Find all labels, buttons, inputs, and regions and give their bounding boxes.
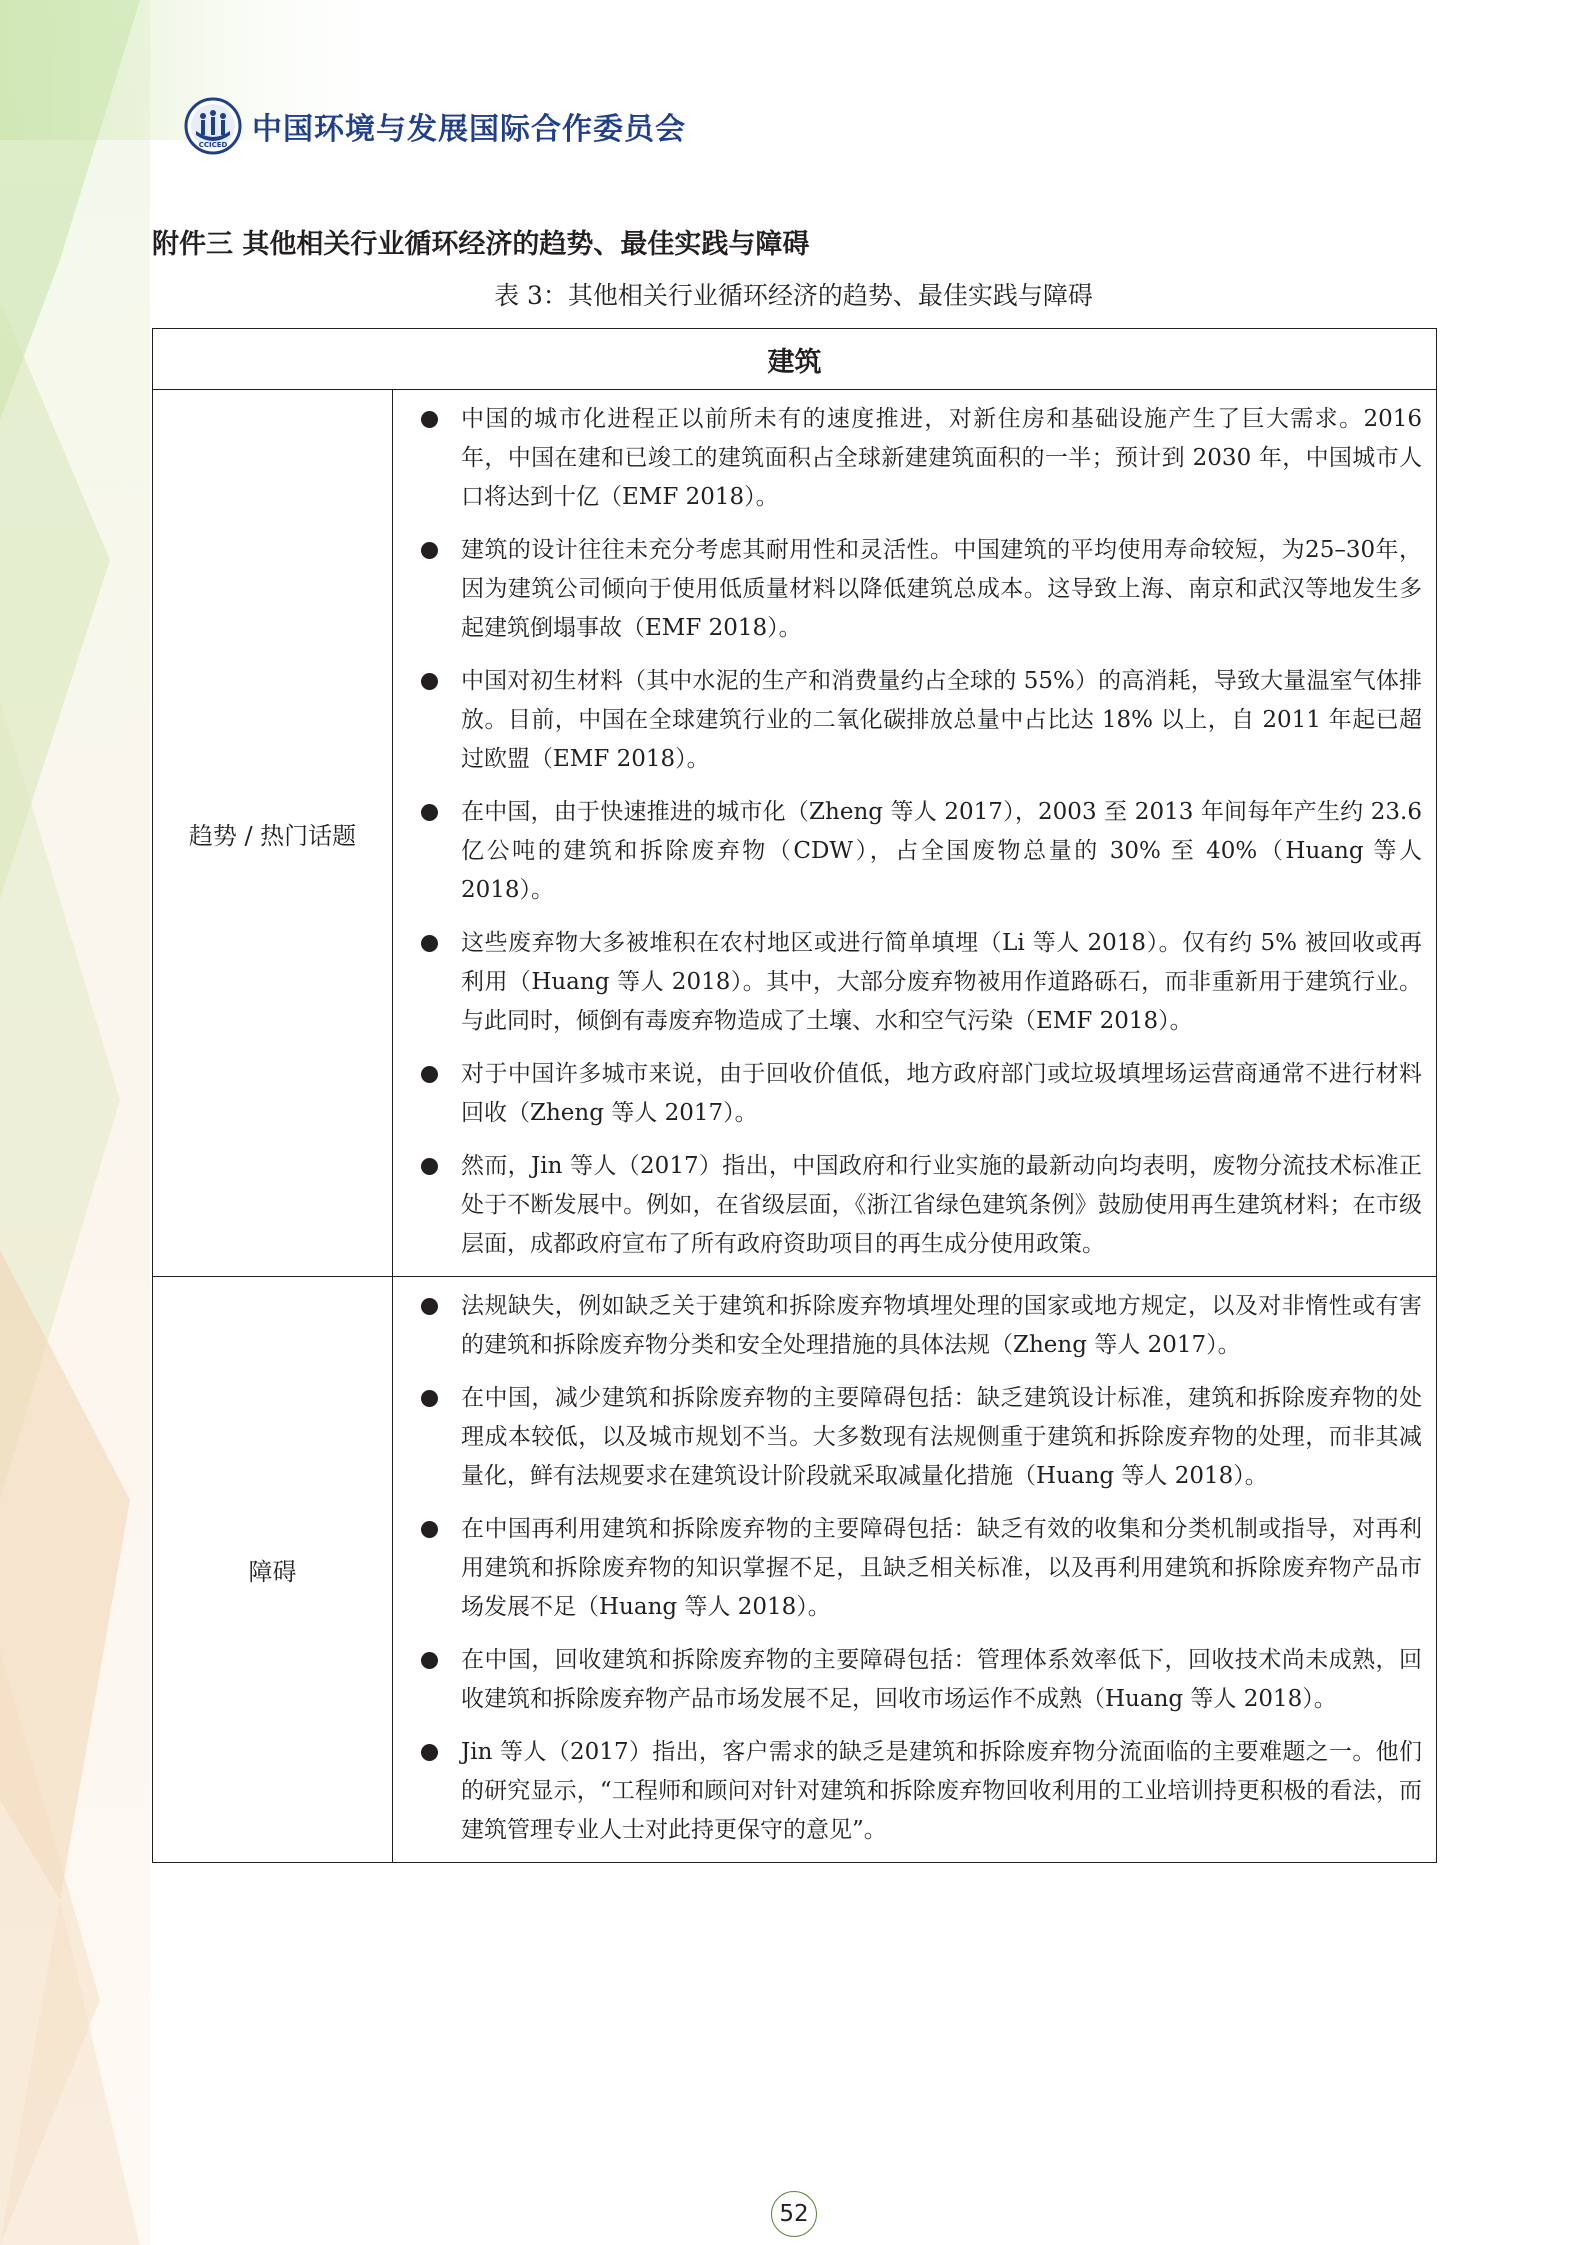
circular-economy-table <box>152 328 1437 1863</box>
cciced-logo-icon <box>184 97 242 155</box>
list-item: 在中国，回收建筑和拆除废弃物的主要障碍包括：管理体系效率低下，回收技术尚未成熟，回收建筑和拆除废弃物产品市场发展不足，回收市场运作不成熟（Huang 等人 2018）。 <box>417 1641 1422 1719</box>
bullet-list <box>417 1287 1422 1850</box>
bullet-icon <box>421 1744 438 1761</box>
list-item: 在中国再利用建筑和拆除废弃物的主要障碍包括：缺乏有效的收集和分类机制或指导，对再利用建筑和拆除废弃物的知识掌握不足，且缺乏相关标准，以及再利用建筑和拆除废弃物产品市场发展不足（Huang 等人 2018）。 <box>417 1510 1422 1627</box>
sector-title: 建筑 <box>153 329 1437 390</box>
list-item: Jin 等人（2017）指出，客户需求的缺乏是建筑和拆除废弃物分流面临的主要难题之一。他们的研究显示，“工程师和顾问对针对建筑和拆除废弃物回收利用的工业培训持更积极的看法，而建筑管理专业人士对此持更保守的意见”。 <box>417 1733 1422 1850</box>
section-title: 附件三 其他相关行业循环经济的趋势、最佳实践与障碍 <box>152 229 810 260</box>
sector-header-row <box>153 329 1437 390</box>
table-row <box>153 1277 1437 1863</box>
bullet-icon <box>421 804 438 821</box>
row-label-barriers: 障碍 <box>153 1277 393 1863</box>
list-item: 在中国，由于快速推进的城市化（Zheng 等人 2017），2003 至 2013 年间每年产生约 23.6 亿公吨的建筑和拆除废弃物（CDW），占全国废物总量的 30% 至 40%（Huang 等人 2018）。 <box>417 793 1422 910</box>
row-label-trends: 趋势 / 热门话题 <box>153 390 393 1277</box>
list-item: 在中国，减少建筑和拆除废弃物的主要障碍包括：缺乏建筑设计标准，建筑和拆除废弃物的处理成本较低，以及城市规划不当。大多数现有法规侧重于建筑和拆除废弃物的处理，而非其减量化，鲜有法规要求在建筑设计阶段就采取减量化措施（Huang 等人 2018）。 <box>417 1379 1422 1496</box>
bullet-list <box>417 400 1422 1264</box>
bullet-icon <box>421 1521 438 1538</box>
bullet-icon <box>421 1158 438 1175</box>
bullet-icon <box>421 1066 438 1083</box>
organization-name: 中国环境与发展国际合作委员会 <box>252 112 686 147</box>
list-item: 这些废弃物大多被堆积在农村地区或进行简单填埋（Li 等人 2018）。仅有约 5% 被回收或再利用（Huang 等人 2018）。其中，大部分废弃物被用作道路砾石，而非重新用于建筑行业。与此同时，倾倒有毒废弃物造成了土壤、水和空气污染（EMF 2018）。 <box>417 924 1422 1041</box>
list-item: 对于中国许多城市来说，由于回收价值低，地方政府部门或垃圾填埋场运营商通常不进行材料回收（Zheng 等人 2017）。 <box>417 1055 1422 1133</box>
list-item: 法规缺失，例如缺乏关于建筑和拆除废弃物填埋处理的国家或地方规定，以及对非惰性或有害的建筑和拆除废弃物分类和安全处理措施的具体法规（Zheng 等人 2017）。 <box>417 1287 1422 1365</box>
page-number: 52 <box>771 2191 817 2237</box>
row-body-trends <box>393 390 1437 1277</box>
table-row <box>153 390 1437 1277</box>
svg-text:CCICED: CCICED <box>198 141 228 149</box>
list-item: 中国对初生材料（其中水泥的生产和消费量约占全球的 55%）的高消耗，导致大量温室气体排放。目前，中国在全球建筑行业的二氧化碳排放总量中占比达 18% 以上，自 2011 年起已超过欧盟（EMF 2018）。 <box>417 662 1422 779</box>
bullet-icon <box>421 411 438 428</box>
list-item: 建筑的设计往往未充分考虑其耐用性和灵活性。中国建筑的平均使用寿命较短，为25–30年，因为建筑公司倾向于使用低质量材料以降低建筑总成本。这导致上海、南京和武汉等地发生多起建筑倒塌事故（EMF 2018）。 <box>417 531 1422 648</box>
bullet-icon <box>421 673 438 690</box>
row-body-barriers <box>393 1277 1437 1863</box>
list-item: 中国的城市化进程正以前所未有的速度推进，对新住房和基础设施产生了巨大需求。2016 年，中国在建和已竣工的建筑面积占全球新建建筑面积的一半；预计到 2030 年，中国城市人口将达到十亿（EMF 2018）。 <box>417 400 1422 517</box>
bullet-icon <box>421 542 438 559</box>
bullet-icon <box>421 935 438 952</box>
bullet-icon <box>421 1390 438 1407</box>
bullet-icon <box>421 1298 438 1315</box>
bullet-icon <box>421 1652 438 1669</box>
table-caption: 表 3：其他相关行业循环经济的趋势、最佳实践与障碍 <box>494 281 1093 310</box>
report-header <box>184 96 686 156</box>
list-item: 然而，Jin 等人（2017）指出，中国政府和行业实施的最新动向均表明，废物分流技术标准正处于不断发展中。例如，在省级层面，《浙江省绿色建筑条例》鼓励使用再生建筑材料；在市级层面，成都政府宣布了所有政府资助项目的再生成分使用政策。 <box>417 1147 1422 1264</box>
